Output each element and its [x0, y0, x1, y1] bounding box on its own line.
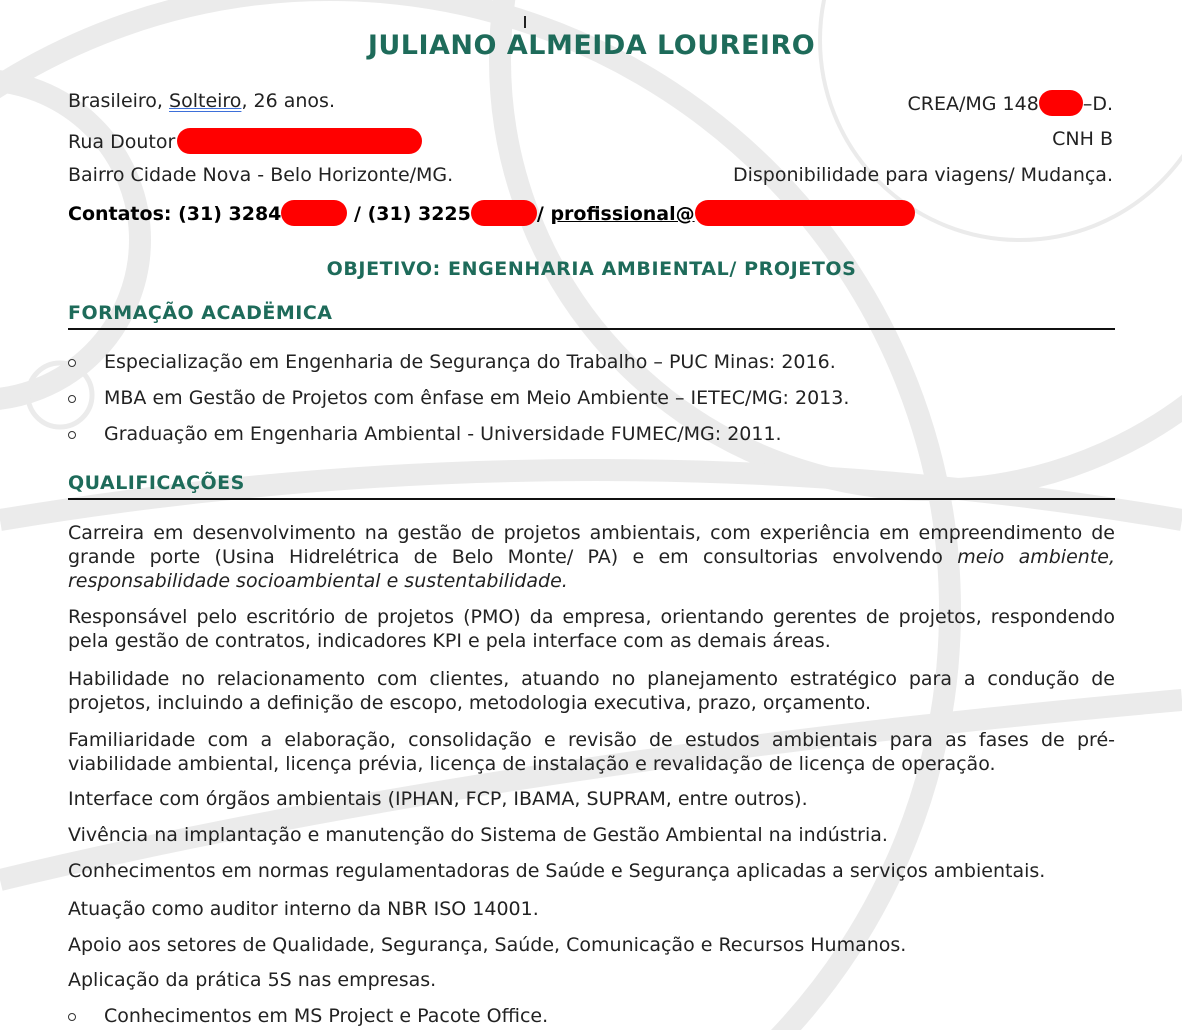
skills-item: Conhecimentos em MS Project e Pacote Office.: [104, 1005, 549, 1027]
phone-1: Contatos: (31) 3284: [68, 203, 282, 225]
qualification-paragraph: Vivência na implantação e manutenção do Sistema de Gestão Ambiental na indústria.: [68, 824, 888, 846]
email-link[interactable]: [550, 203, 914, 225]
qualification-paragraph: Apoio aos setores de Qualidade, Segurança, Saúde, Comunicação e Recursos Humanos.: [68, 934, 907, 956]
qualification-paragraph: Habilidade no relacionamento com clientes, atuando no planejamento estratégico para a condução de projetos, incluindo a definição de escopo, metodologia executiva, prazo, orçamento.: [68, 668, 1115, 714]
paragraph-text: Carreira em desenvolvimento na gestão de projetos ambientais, com experiência em empreendimento de grande porte (Usina Hidrelétrica de Belo Monte/ PA) e em consultorias envolvendo: [68, 522, 1115, 568]
redaction-mark: [695, 200, 915, 226]
nationality: Brasileiro,: [68, 90, 163, 112]
bullet-icon: [68, 359, 76, 367]
age: , 26 anos.: [241, 90, 335, 112]
candidate-name: JULIANO ALMEIDA LOUREIRO: [367, 30, 816, 61]
resume-page: [68, 0, 1115, 1030]
crea-registration: [908, 90, 1113, 116]
street-label: Rua Doutor: [68, 131, 176, 153]
qualification-paragraph: Responsável pelo escritório de projetos (PMO) da empresa, orientando gerentes de projetos, respondendo pela gestão de contratos, indicadores KPI e pela interface com as demais áreas.: [68, 606, 1115, 652]
bullet-icon: [68, 1013, 76, 1021]
phone-2: / (31) 3225: [354, 203, 471, 225]
redaction-mark: [281, 200, 347, 226]
redaction-mark: [177, 128, 422, 154]
qualification-paragraph: Interface com órgãos ambientais (IPHAN, FCP, IBAMA, SUPRAM, entre outros).: [68, 788, 808, 810]
availability: Disponibilidade para viagens/ Mudança.: [732, 164, 1113, 186]
redaction-mark: [1039, 90, 1083, 116]
qualification-paragraph: Atuação como auditor interno da NBR ISO 14001.: [68, 898, 539, 920]
redaction-mark: [471, 200, 537, 226]
driver-license: CNH B: [1052, 128, 1113, 150]
qualification-paragraph: Aplicação da prática 5S nas empresas.: [68, 969, 437, 991]
crea-suffix: –D.: [1082, 93, 1113, 115]
street-address: [68, 128, 422, 154]
education-item: Especialização em Engenharia de Segurança do Trabalho – PUC Minas: 2016.: [104, 351, 836, 373]
personal-info: [68, 90, 335, 112]
bullet-icon: [68, 395, 76, 403]
paragraph-italic-text: meio ambiente, responsabilidade socioambiental e sustentabilidade.: [68, 546, 1115, 592]
crea-prefix: CREA/MG 148: [907, 93, 1039, 115]
marital-status: Solteiro: [169, 90, 242, 112]
qualification-paragraph: Familiaridade com a elaboração, consolidação e revisão de estudos ambientais para as fases de pré-viabilidade ambiental, licença prévia, licença de instalação e revalidação de licença de operação.: [68, 729, 1115, 775]
qualification-paragraph: Conhecimentos em normas regulamentadoras de Saúde e Segurança aplicadas a serviços ambientais.: [68, 860, 1046, 882]
education-item: MBA em Gestão de Projetos com ênfase em Meio Ambiente – IETEC/MG: 2013.: [104, 387, 850, 409]
contacts-line: [68, 200, 915, 226]
education-heading: FORMAÇÃO ACADËMICA: [68, 302, 1115, 330]
neighborhood: Bairro Cidade Nova - Belo Horizonte/MG.: [68, 164, 454, 186]
qualification-paragraph: [68, 521, 1115, 593]
objective-heading: OBJETIVO: ENGENHARIA AMBIENTAL/ PROJETOS: [326, 258, 857, 280]
qualifications-heading: QUALIFICAÇÕES: [68, 472, 1115, 500]
email-prefix: profissional@: [550, 203, 695, 225]
contacts-separator: /: [536, 203, 544, 225]
education-item: Graduação em Engenharia Ambiental - Universidade FUMEC/MG: 2011.: [104, 423, 782, 445]
bullet-icon: [68, 431, 76, 439]
